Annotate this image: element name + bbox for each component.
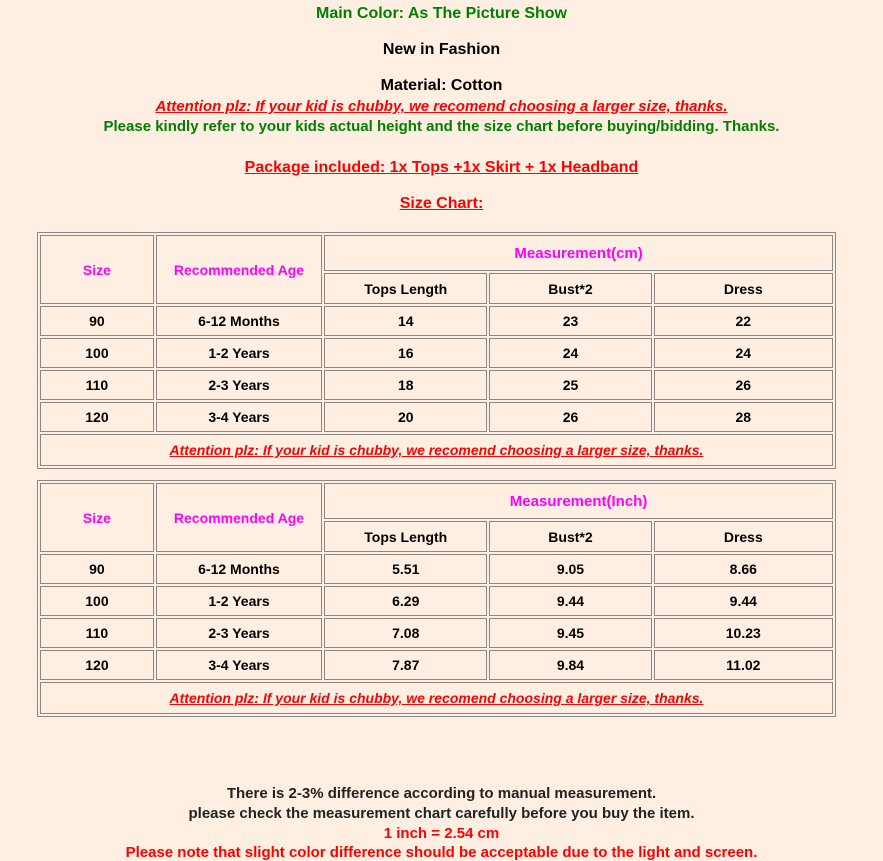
tops-length-cell: 18: [324, 370, 487, 400]
dress-cell: 10.23: [654, 618, 833, 648]
table-row: [40, 370, 833, 400]
tops-length-cell: 7.87: [324, 650, 487, 680]
table-row: [40, 586, 833, 616]
inch-conversion-line: 1 inch = 2.54 cm: [383, 825, 500, 842]
age-cell: 2-3 Years: [156, 370, 322, 400]
table-row: [40, 306, 833, 336]
bust-cell: 24: [489, 338, 651, 368]
size-cell: 100: [40, 338, 154, 368]
measurement-header: Measurement(cm): [324, 235, 833, 271]
check-chart-line: please check the measurement chart carefully before you buy the item.: [188, 805, 695, 822]
attention-line: Attention plz: If your kid is chubby, we recomend choosing a larger size, thanks.: [155, 98, 728, 115]
dress-cell: 22: [654, 306, 833, 336]
bust-cell: 9.45: [489, 618, 651, 648]
bust-cell: 25: [489, 370, 651, 400]
bust-cell: 9.84: [489, 650, 651, 680]
refer-size-line: Please kindly refer to your kids actual height and the size chart before buying/bidding. Thanks.: [103, 118, 780, 135]
main-color-line: Main Color: As The Picture Show: [316, 5, 567, 22]
size-cell: 120: [40, 402, 154, 432]
dress-cell: 9.44: [654, 586, 833, 616]
tops-length-cell: 20: [324, 402, 487, 432]
tops-length-cell: 7.08: [324, 618, 487, 648]
tops-length-cell: 5.51: [324, 554, 487, 584]
age-cell: 1-2 Years: [156, 338, 322, 368]
dress-header: Dress: [654, 273, 833, 304]
size-table-inch: [37, 480, 836, 717]
table-row: [40, 650, 833, 680]
bust-header: Bust*2: [489, 273, 651, 304]
table-row: [40, 338, 833, 368]
size-cell: 110: [40, 370, 154, 400]
measurement-difference-line: There is 2-3% difference according to manual measurement.: [226, 785, 657, 802]
size-cell: 90: [40, 554, 154, 584]
package-line: Package included: 1x Tops +1x Skirt + 1x Headband: [244, 159, 639, 176]
chubby-note: Attention plz: If your kid is chubby, we recomend choosing a larger size, thanks.: [40, 682, 833, 714]
age-cell: 6-12 Months: [156, 554, 322, 584]
bust-cell: 26: [489, 402, 651, 432]
table-row: [40, 618, 833, 648]
chubby-note: Attention plz: If your kid is chubby, we recomend choosing a larger size, thanks.: [40, 434, 833, 466]
tops-length-cell: 14: [324, 306, 487, 336]
age-cell: 3-4 Years: [156, 402, 322, 432]
tops-length-cell: 16: [324, 338, 487, 368]
bust-cell: 23: [489, 306, 651, 336]
bust-cell: 9.05: [489, 554, 651, 584]
tops-length-header: Tops Length: [324, 521, 487, 552]
size-header: Size: [40, 235, 154, 304]
dress-cell: 28: [654, 402, 833, 432]
dress-header: Dress: [654, 521, 833, 552]
age-cell: 2-3 Years: [156, 618, 322, 648]
size-cell: 100: [40, 586, 154, 616]
age-cell: 3-4 Years: [156, 650, 322, 680]
size-cell: 90: [40, 306, 154, 336]
age-cell: 6-12 Months: [156, 306, 322, 336]
measurement-header: Measurement(Inch): [324, 483, 833, 519]
dress-cell: 26: [654, 370, 833, 400]
color-difference-line: Please note that slight color difference should be acceptable due to the light and screen.: [125, 844, 758, 861]
material-line: Material: Cotton: [380, 77, 503, 94]
size-header: Size: [40, 483, 154, 552]
dress-cell: 11.02: [654, 650, 833, 680]
bust-cell: 9.44: [489, 586, 651, 616]
age-cell: 1-2 Years: [156, 586, 322, 616]
tops-length-header: Tops Length: [324, 273, 487, 304]
tops-length-cell: 6.29: [324, 586, 487, 616]
dress-cell: 24: [654, 338, 833, 368]
dress-cell: 8.66: [654, 554, 833, 584]
size-cell: 120: [40, 650, 154, 680]
table-row: [40, 402, 833, 432]
recommended-age-header: Recommended Age: [156, 483, 322, 552]
table-row: [40, 554, 833, 584]
recommended-age-header: Recommended Age: [156, 235, 322, 304]
size-chart-title: Size Chart:: [399, 195, 484, 212]
bust-header: Bust*2: [489, 521, 651, 552]
size-cell: 110: [40, 618, 154, 648]
size-table-cm: [37, 232, 836, 469]
new-in-fashion-line: New in Fashion: [382, 41, 501, 58]
